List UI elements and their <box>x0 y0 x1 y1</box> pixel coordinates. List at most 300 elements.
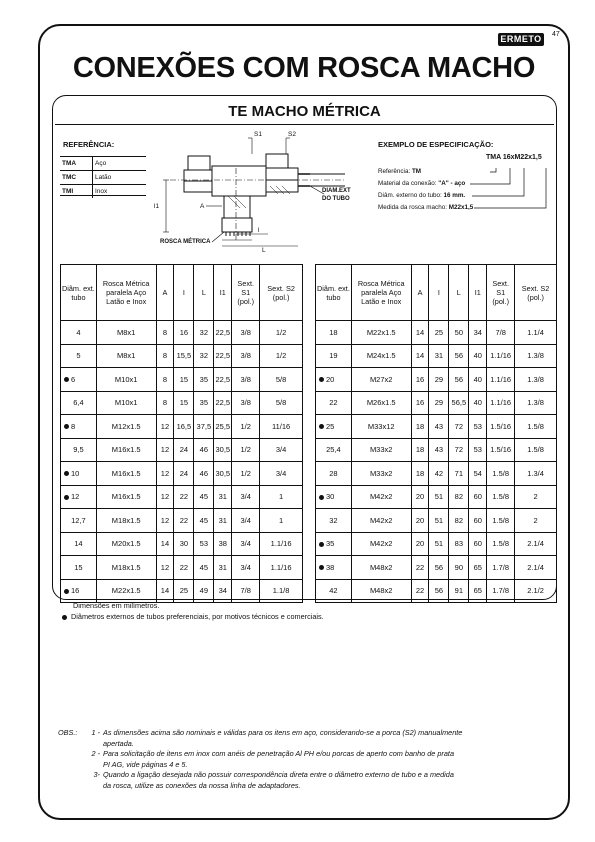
cell-i: 22 <box>174 556 194 580</box>
brand-logo: ERMETO <box>498 33 544 46</box>
cell-l: 91 <box>449 579 469 603</box>
col-header-s2: Sext. S2 (pol.) <box>260 265 303 321</box>
cell-s1: 3/4 <box>232 556 260 580</box>
preferred-dot-icon <box>64 377 69 382</box>
preferred-dot-icon <box>64 471 69 476</box>
cell-s1: 3/4 <box>232 509 260 533</box>
cell-s2: 1/2 <box>260 344 303 368</box>
cell-s1: 1.1/16 <box>487 391 515 415</box>
cell-diam: 25 <box>316 415 352 439</box>
cell-l: 82 <box>449 509 469 533</box>
cell-l1: 22,5 <box>214 368 232 392</box>
preferred-note <box>62 611 324 622</box>
cell-diam: 18 <box>316 321 352 345</box>
col-header-rosca: Rosca Métrica paralela Aço Latão e Inox <box>351 265 411 321</box>
cell-s2: 2 <box>515 509 557 533</box>
cell-diam: 9,5 <box>61 438 97 462</box>
cell-rosca: M26x1.5 <box>351 391 411 415</box>
cell-s1: 7/8 <box>232 579 260 603</box>
cell-s2: 1.3/8 <box>515 344 557 368</box>
cell-rosca: M22x1.5 <box>351 321 411 345</box>
col-header-l: L <box>449 265 469 321</box>
cell-i: 22 <box>174 509 194 533</box>
page-number: 47 <box>552 31 560 38</box>
cell-l: 45 <box>194 509 214 533</box>
cell-rosca: M20x1.5 <box>96 532 156 556</box>
cell-s2: 2 <box>515 485 557 509</box>
table-row <box>61 532 303 556</box>
cell-l1: 60 <box>469 532 487 556</box>
cell-s2: 2.1/2 <box>515 579 557 603</box>
units-note: Dimensões em milímetros. <box>73 601 160 610</box>
cell-rosca: M42x2 <box>351 485 411 509</box>
cell-l1: 65 <box>469 556 487 580</box>
cell-s2: 1.1/16 <box>260 532 303 556</box>
cell-diam: 38 <box>316 556 352 580</box>
col-header-s2: Sext. S2 (pol.) <box>515 265 557 321</box>
cell-s1: 1.7/8 <box>487 579 515 603</box>
reference-material: Aço <box>93 157 147 171</box>
cell-l: 35 <box>194 368 214 392</box>
cell-rosca: M16x1.5 <box>96 462 156 486</box>
obs-text: Quando a ligação desejada não possuir correspondência direta entre o diâmetro externo de tubo e a medida <box>103 770 454 779</box>
cell-i: 42 <box>429 462 449 486</box>
reference-table <box>60 156 146 198</box>
obs-item-cont <box>58 760 462 771</box>
cell-l: 32 <box>194 344 214 368</box>
diam-ext-label-2: DO TUBO <box>322 196 350 202</box>
cell-i: 24 <box>174 462 194 486</box>
col-header-s1: Sext. S1 (pol.) <box>487 265 515 321</box>
cell-s1: 1/2 <box>232 438 260 462</box>
table-row <box>316 462 557 486</box>
cell-i: 29 <box>429 391 449 415</box>
cell-l1: 22,5 <box>214 344 232 368</box>
cell-rosca: M8x1 <box>96 344 156 368</box>
obs-text: PI AG, vide páginas 4 e 5. <box>103 759 188 769</box>
cell-l: 45 <box>194 556 214 580</box>
cell-rosca: M10x1 <box>96 368 156 392</box>
reference-heading: REFERÊNCIA: <box>63 140 115 149</box>
observations <box>58 728 462 791</box>
cell-rosca: M22x1.5 <box>96 579 156 603</box>
cell-s2: 1.1/8 <box>260 579 303 603</box>
cell-l1: 60 <box>469 509 487 533</box>
cell-i: 51 <box>429 532 449 556</box>
obs-text: da rosca, utilize as conexões da nossa linha de adaptadores. <box>103 780 301 790</box>
cell-s1: 1.5/8 <box>487 462 515 486</box>
cell-s1: 3/8 <box>232 391 260 415</box>
cell-s1: 1.1/16 <box>487 344 515 368</box>
cell-i: 43 <box>429 415 449 439</box>
col-header-i: I <box>429 265 449 321</box>
reference-code: TMC <box>60 171 93 185</box>
cell-l: 72 <box>449 415 469 439</box>
preferred-dot-icon <box>319 565 324 570</box>
cell-l: 56 <box>449 368 469 392</box>
cell-s1: 3/8 <box>232 321 260 345</box>
cell-diam: 12 <box>61 485 97 509</box>
cell-a: 14 <box>411 344 429 368</box>
example-bracket-lines <box>370 152 560 222</box>
cell-a: 14 <box>156 532 174 556</box>
cell-rosca: M27x2 <box>351 368 411 392</box>
cell-diam: 8 <box>61 415 97 439</box>
cell-s2: 11/16 <box>260 415 303 439</box>
cell-s2: 1.3/8 <box>515 368 557 392</box>
cell-diam: 35 <box>316 532 352 556</box>
table-row <box>316 509 557 533</box>
cell-rosca: M18x1.5 <box>96 509 156 533</box>
cell-l: 32 <box>194 321 214 345</box>
cell-s2: 3/4 <box>260 462 303 486</box>
cell-s1: 1.5/8 <box>487 532 515 556</box>
cell-l1: 65 <box>469 579 487 603</box>
table-row <box>316 485 557 509</box>
cell-a: 14 <box>411 321 429 345</box>
cell-l1: 31 <box>214 556 232 580</box>
cell-l1: 31 <box>214 509 232 533</box>
cell-l: 56,5 <box>449 391 469 415</box>
cell-diam: 28 <box>316 462 352 486</box>
col-header-l1: I1 <box>214 265 232 321</box>
preferred-dot-icon <box>64 589 69 594</box>
table-row <box>316 579 557 603</box>
cell-s1: 3/4 <box>232 485 260 509</box>
col-header-diam: Diâm. ext. tubo <box>61 265 97 321</box>
cell-rosca: M33x12 <box>351 415 411 439</box>
reference-row <box>60 157 146 171</box>
cell-i: 22 <box>174 485 194 509</box>
cell-l: 45 <box>194 485 214 509</box>
cell-diam: 15 <box>61 556 97 580</box>
cell-rosca: M42x2 <box>351 509 411 533</box>
obs-number: 3- <box>93 770 100 779</box>
table-row <box>316 321 557 345</box>
cell-l1: 40 <box>469 368 487 392</box>
cell-s1: 7/8 <box>487 321 515 345</box>
cell-diam: 5 <box>61 344 97 368</box>
cell-s2: 1.5/8 <box>515 438 557 462</box>
cell-l1: 25,5 <box>214 415 232 439</box>
cell-l: 56 <box>449 344 469 368</box>
table-row <box>61 509 303 533</box>
obs-item-cont <box>58 781 462 792</box>
preferred-dot-icon <box>64 424 69 429</box>
cell-rosca: M33x2 <box>351 462 411 486</box>
cell-a: 12 <box>156 556 174 580</box>
cell-l1: 53 <box>469 415 487 439</box>
table-row <box>316 368 557 392</box>
cell-l: 46 <box>194 462 214 486</box>
preferred-dot-icon <box>319 542 324 547</box>
cell-a: 8 <box>156 344 174 368</box>
cell-s2: 1.1/4 <box>515 321 557 345</box>
example-line: Referência: TM <box>378 168 422 175</box>
tee-fitting-drawing <box>150 128 365 253</box>
cell-a: 20 <box>411 485 429 509</box>
col-header-a: A <box>411 265 429 321</box>
diam-ext-label: DIAM.EXT <box>322 188 351 194</box>
cell-a: 8 <box>156 321 174 345</box>
cell-rosca: M48x2 <box>351 556 411 580</box>
cell-a: 16 <box>411 391 429 415</box>
cell-a: 18 <box>411 462 429 486</box>
table-row <box>316 556 557 580</box>
cell-s2: 3/4 <box>260 438 303 462</box>
cell-rosca: M8x1 <box>96 321 156 345</box>
cell-s2: 2.1/4 <box>515 556 557 580</box>
cell-a: 12 <box>156 415 174 439</box>
cell-a: 12 <box>156 509 174 533</box>
cell-s2: 1.3/8 <box>515 391 557 415</box>
cell-rosca: M16x1.5 <box>96 485 156 509</box>
cell-diam: 4 <box>61 321 97 345</box>
cell-rosca: M12x1.5 <box>96 415 156 439</box>
cell-s2: 1.5/8 <box>515 415 557 439</box>
cell-l1: 30,5 <box>214 462 232 486</box>
cell-a: 8 <box>156 368 174 392</box>
cell-s2: 5/8 <box>260 368 303 392</box>
cell-a: 20 <box>411 532 429 556</box>
cell-l1: 60 <box>469 485 487 509</box>
table-row <box>61 391 303 415</box>
cell-i: 25 <box>174 579 194 603</box>
cell-s2: 1.1/16 <box>260 556 303 580</box>
divider <box>55 124 554 125</box>
cell-s2: 1 <box>260 485 303 509</box>
cell-i: 43 <box>429 438 449 462</box>
cell-a: 18 <box>411 415 429 439</box>
cell-i: 51 <box>429 485 449 509</box>
cell-s1: 1.7/8 <box>487 556 515 580</box>
cell-diam: 20 <box>316 368 352 392</box>
cell-l1: 30,5 <box>214 438 232 462</box>
cell-i: 16 <box>174 321 194 345</box>
cell-a: 12 <box>156 438 174 462</box>
cell-l: 49 <box>194 579 214 603</box>
cell-s1: 1.5/16 <box>487 415 515 439</box>
cell-l1: 40 <box>469 344 487 368</box>
cell-l: 83 <box>449 532 469 556</box>
cell-diam: 16 <box>61 579 97 603</box>
col-header-a: A <box>156 265 174 321</box>
cell-s1: 1/2 <box>232 462 260 486</box>
cell-diam: 14 <box>61 532 97 556</box>
cell-s1: 1/2 <box>232 415 260 439</box>
obs-text: As dimensões acima são nominais e válidas para os itens em aço, considerando-se a porca (S2) manualmente <box>103 728 463 737</box>
cell-i: 56 <box>429 556 449 580</box>
cell-diam: 6,4 <box>61 391 97 415</box>
cell-s1: 3/8 <box>232 368 260 392</box>
cell-s2: 1 <box>260 509 303 533</box>
reference-material: Latão <box>93 171 147 185</box>
cell-a: 22 <box>411 556 429 580</box>
obs-text: Para solicitação de itens em inox com anéis de penetração Al PH e/ou porcas de aperto com banho de prata <box>103 749 454 758</box>
cell-l: 72 <box>449 438 469 462</box>
section-title: TE MACHO MÉTRICA <box>228 103 381 120</box>
dimension-table-right <box>315 264 557 603</box>
divider <box>60 195 146 196</box>
obs-item-cont <box>58 739 462 750</box>
example-line: Medida da rosca macho: M22x1,5 <box>378 204 474 211</box>
example-line: Material da conexão: "A" - aço <box>378 180 466 187</box>
cell-s1: 1.1/16 <box>487 368 515 392</box>
cell-diam: 10 <box>61 462 97 486</box>
table-header-row <box>316 265 557 321</box>
obs-number: 2 - <box>91 749 100 758</box>
cell-l1: 54 <box>469 462 487 486</box>
col-header-diam: Diâm. ext. tubo <box>316 265 352 321</box>
reference-row <box>60 171 146 185</box>
cell-a: 8 <box>156 391 174 415</box>
example-line: Diâm. externo do tubo: 16 mm. <box>378 192 466 199</box>
reference-code: TMI <box>60 185 93 199</box>
table-notes <box>62 600 324 622</box>
cell-a: 18 <box>411 438 429 462</box>
table-row <box>61 415 303 439</box>
cell-l: 46 <box>194 438 214 462</box>
l1-label: l1 <box>154 203 160 210</box>
cell-i: 25 <box>429 321 449 345</box>
cell-l1: 40 <box>469 391 487 415</box>
cell-rosca: M48x2 <box>351 579 411 603</box>
table-row <box>316 391 557 415</box>
cell-i: 29 <box>429 368 449 392</box>
cell-i: 31 <box>429 344 449 368</box>
obs-number: 1 - <box>91 728 100 737</box>
cell-rosca: M10x1 <box>96 391 156 415</box>
col-header-rosca: Rosca Métrica paralela Aço Latão e Inox <box>96 265 156 321</box>
table-row <box>61 485 303 509</box>
obs-label: OBS.: <box>58 728 78 737</box>
cell-i: 15 <box>174 368 194 392</box>
preferred-dot-icon <box>319 377 324 382</box>
table-row <box>61 344 303 368</box>
cell-l1: 22,5 <box>214 321 232 345</box>
cell-diam: 6 <box>61 368 97 392</box>
cell-s1: 3/4 <box>232 532 260 556</box>
obs-item <box>58 770 462 781</box>
table-row <box>61 462 303 486</box>
cell-s2: 5/8 <box>260 391 303 415</box>
table-row <box>61 368 303 392</box>
cell-a: 22 <box>411 579 429 603</box>
cell-s2: 1.3/4 <box>515 462 557 486</box>
cell-l: 53 <box>194 532 214 556</box>
cell-s1: 3/8 <box>232 344 260 368</box>
col-header-s1: Sext. S1 (pol.) <box>232 265 260 321</box>
cell-l: 50 <box>449 321 469 345</box>
page-title: CONEXÕES COM ROSCA MACHO <box>72 52 536 84</box>
cell-rosca: M24x1.5 <box>351 344 411 368</box>
cell-rosca: M16x1.5 <box>96 438 156 462</box>
cell-i: 24 <box>174 438 194 462</box>
col-header-l1: I1 <box>469 265 487 321</box>
cell-s1: 1.5/16 <box>487 438 515 462</box>
preferred-note-text: Diâmetros externos de tubos preferenciais, por motivos técnicos e comerciais. <box>71 612 324 621</box>
cell-a: 12 <box>156 462 174 486</box>
bullet-dot-icon <box>62 615 67 620</box>
table-header-row <box>61 265 303 321</box>
table-row <box>316 415 557 439</box>
table-row <box>316 532 557 556</box>
cell-rosca: M18x1.5 <box>96 556 156 580</box>
cell-diam: 30 <box>316 485 352 509</box>
cell-l1: 34 <box>214 579 232 603</box>
reference-code: TMA <box>60 157 93 171</box>
preferred-dot-icon <box>319 495 324 500</box>
cell-l: 37,5 <box>194 415 214 439</box>
cell-a: 16 <box>411 368 429 392</box>
reference-material: Inox <box>93 185 147 199</box>
table-row <box>61 556 303 580</box>
col-header-l: L <box>194 265 214 321</box>
cell-i: 15,5 <box>174 344 194 368</box>
cell-l: 35 <box>194 391 214 415</box>
cell-s2: 2.1/4 <box>515 532 557 556</box>
table-row <box>316 344 557 368</box>
cell-a: 20 <box>411 509 429 533</box>
example-heading: EXEMPLO DE ESPECIFICAÇÃO: <box>378 140 494 149</box>
cell-s1: 1.5/8 <box>487 509 515 533</box>
cell-l1: 31 <box>214 485 232 509</box>
obs-text: apertada. <box>103 738 134 748</box>
cell-l: 90 <box>449 556 469 580</box>
cell-i: 51 <box>429 509 449 533</box>
dimension-table-left <box>60 264 303 603</box>
example-code: TMA 16xM22x1,5 <box>486 154 542 161</box>
table-row <box>61 579 303 603</box>
cell-s2: 1/2 <box>260 321 303 345</box>
cell-diam: 25,4 <box>316 438 352 462</box>
s1-label: S1 <box>254 131 262 138</box>
cell-a: 14 <box>156 579 174 603</box>
cell-l1: 53 <box>469 438 487 462</box>
rosca-label: ROSCA MÉTRICA <box>160 239 211 245</box>
cell-i: 30 <box>174 532 194 556</box>
cell-l: 82 <box>449 485 469 509</box>
cell-l1: 38 <box>214 532 232 556</box>
cell-rosca: M33x2 <box>351 438 411 462</box>
table-row <box>316 438 557 462</box>
cell-i: 16,5 <box>174 415 194 439</box>
cell-diam: 22 <box>316 391 352 415</box>
cell-l: 71 <box>449 462 469 486</box>
obs-item <box>58 728 462 739</box>
cell-i: 56 <box>429 579 449 603</box>
cell-i: 15 <box>174 391 194 415</box>
cell-diam: 32 <box>316 509 352 533</box>
preferred-dot-icon <box>64 495 69 500</box>
a-label: A <box>200 203 205 210</box>
l-label: l <box>258 227 260 234</box>
cell-s1: 1.5/8 <box>487 485 515 509</box>
cell-l1: 34 <box>469 321 487 345</box>
col-header-i: I <box>174 265 194 321</box>
table-row <box>61 438 303 462</box>
preferred-dot-icon <box>319 424 324 429</box>
obs-item <box>58 749 462 760</box>
table-row <box>61 321 303 345</box>
cell-diam: 12,7 <box>61 509 97 533</box>
cell-rosca: M42x2 <box>351 532 411 556</box>
cell-diam: 42 <box>316 579 352 603</box>
cell-a: 12 <box>156 485 174 509</box>
cell-l1: 22,5 <box>214 391 232 415</box>
s2-label: S2 <box>288 131 296 138</box>
length-label: L <box>262 247 266 253</box>
